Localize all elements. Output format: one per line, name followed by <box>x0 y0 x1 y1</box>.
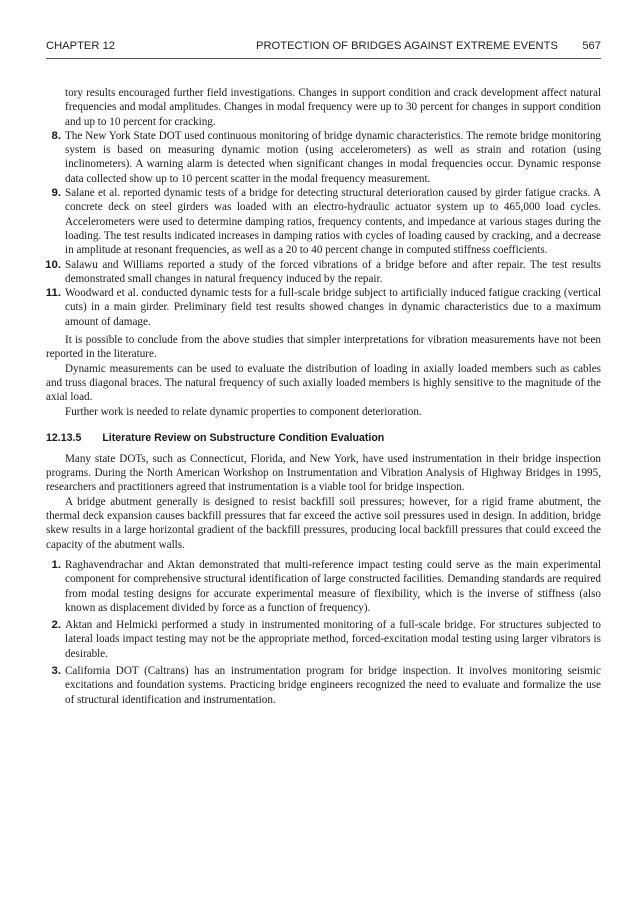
list-item-text: The New York State DOT used continuous monitoring of bridge dynamic characteristics. The remote bridge monitoring system is based on measuring dynamic motion (using accelerometers) as well as strain and rotation (using inclinometers). A warning alarm is detected when significant changes in modal frequencies occur. Dynamic response data collected show up to 10 percent scatter in the modal frequency measurement. <box>65 129 601 185</box>
list-item-number: 9. <box>51 187 61 200</box>
list-item-text: Raghavendrachar and Aktan demonstrated that multi-reference impact testing could serve as the main experimental component for comprehensive structural identification of large constructed facilities. Demanding standards are required from modal testing designs for accurate experimental measure of flexibility, which is the inverse of stiffness (also known as displacement divided by force as a function of frequency). <box>65 558 601 614</box>
list-item-number: 10. <box>45 258 61 271</box>
section-heading <box>46 431 601 445</box>
body-paragraph: Many state DOTs, such as Connecticut, Florida, and New York, have used instrumentation in their bridge inspection programs. During the North American Workshop on Instrumentation and Vibration Analysis of Highway Bridges in 1995, researchers and practitioners agreed that instrumentation is a viable tool for bridge inspection. <box>46 452 601 494</box>
list-item-text: Salawu and Williams reported a study of the forced vibrations of a bridge before and after repair. The test results demonstrated small changes in natural frequency induced by the repair. <box>65 258 601 285</box>
chapter-title: PROTECTION OF BRIDGES AGAINST EXTREME EVENTS <box>256 40 558 52</box>
body-paragraph: It is possible to conclude from the above studies that simpler interpretations for vibration measurements have not been reported in the literature. <box>46 334 601 361</box>
list-item-number: 8. <box>51 129 61 142</box>
list-item-number: 11. <box>45 287 61 300</box>
section-number: 12.13.5 <box>46 431 82 444</box>
body-paragraph: Further work is needed to relate dynamic properties to component deterioration. <box>65 405 422 418</box>
list-item <box>46 664 601 707</box>
list-item-number: 3. <box>51 664 61 677</box>
list-item <box>46 618 601 661</box>
running-header <box>46 38 601 59</box>
list-item-text: Woodward et al. conducted dynamic tests for a full-scale bridge subject to artificially induced fatigue cracking (vertical cuts) in a main girder. Preliminary field test results showed changes in dynamic characteristics due to a maximum amount of damage. <box>65 287 601 328</box>
chapter-label: CHAPTER 12 <box>46 40 116 52</box>
list-item-number: 1. <box>51 558 61 571</box>
continuation-paragraph: tory results encouraged further field investigations. Changes in support condition and crack development affect natural frequencies and modal amplitudes. Changes in modal frequency were up to 30 percent for changes in support condition and up to 10 percent for cracking. <box>65 87 601 128</box>
numbered-list <box>46 558 601 707</box>
list-item <box>46 129 601 186</box>
page-body <box>46 86 601 710</box>
list-item-text: California DOT (Caltrans) has an instrumentation program for bridge inspection. It involves monitoring seismic excitations and foundation systems. Practicing bridge engineers recognized the need to evaluate and formalize the use of structural identification and instrumentation. <box>65 664 601 706</box>
section-title: Literature Review on Substructure Condition Evaluation <box>102 431 385 444</box>
body-paragraph: A bridge abutment generally is designed to resist backfill soil pressures; however, for a rigid frame abutment, the thermal deck expansion causes backfill pressures that far exceed the active soil pressures used in design. In addition, bridge skew results in a large horizontal gradient of the backfill pressures, producing local backfill pressures that could exceed the capacity of the abutment walls. <box>46 495 601 551</box>
list-item <box>46 286 601 329</box>
list-item <box>46 558 601 615</box>
list-item <box>46 258 601 287</box>
list-item-text: Salane et al. reported dynamic tests of a bridge for detecting structural deterioration caused by girder fatigue cracks. A concrete deck on steel girders was loaded with an electro-hydraulic actuator system up to 465,000 load cycles. Accelerometers were used to determine damping ratios, frequency contents, and impedance at various stages during the loading. The test results indicated increases in damping ratios with cycles of loading caused by cracking, and a decrease in amplitude at resonant frequencies, as well as a 20 to 40 percent change in computed stiffness coefficients. <box>65 187 601 257</box>
list-item <box>46 186 601 257</box>
list-item-number: 2. <box>51 619 61 632</box>
list-item-text: Aktan and Helmicki performed a study in instrumented monitoring of a full-scale bridge. For structures subjected to lateral loads impact testing may not be the appropriate method, forced-excitation modal testing using larger vibrators is desirable. <box>65 619 601 660</box>
body-paragraph: Dynamic measurements can be used to evaluate the distribution of loading in axially loaded members such as cables and truss diagonal braces. The natural frequency of such axially loaded members is highly sensitive to the magnitude of the axial load. <box>46 362 601 404</box>
page-number: 567 <box>582 40 601 52</box>
